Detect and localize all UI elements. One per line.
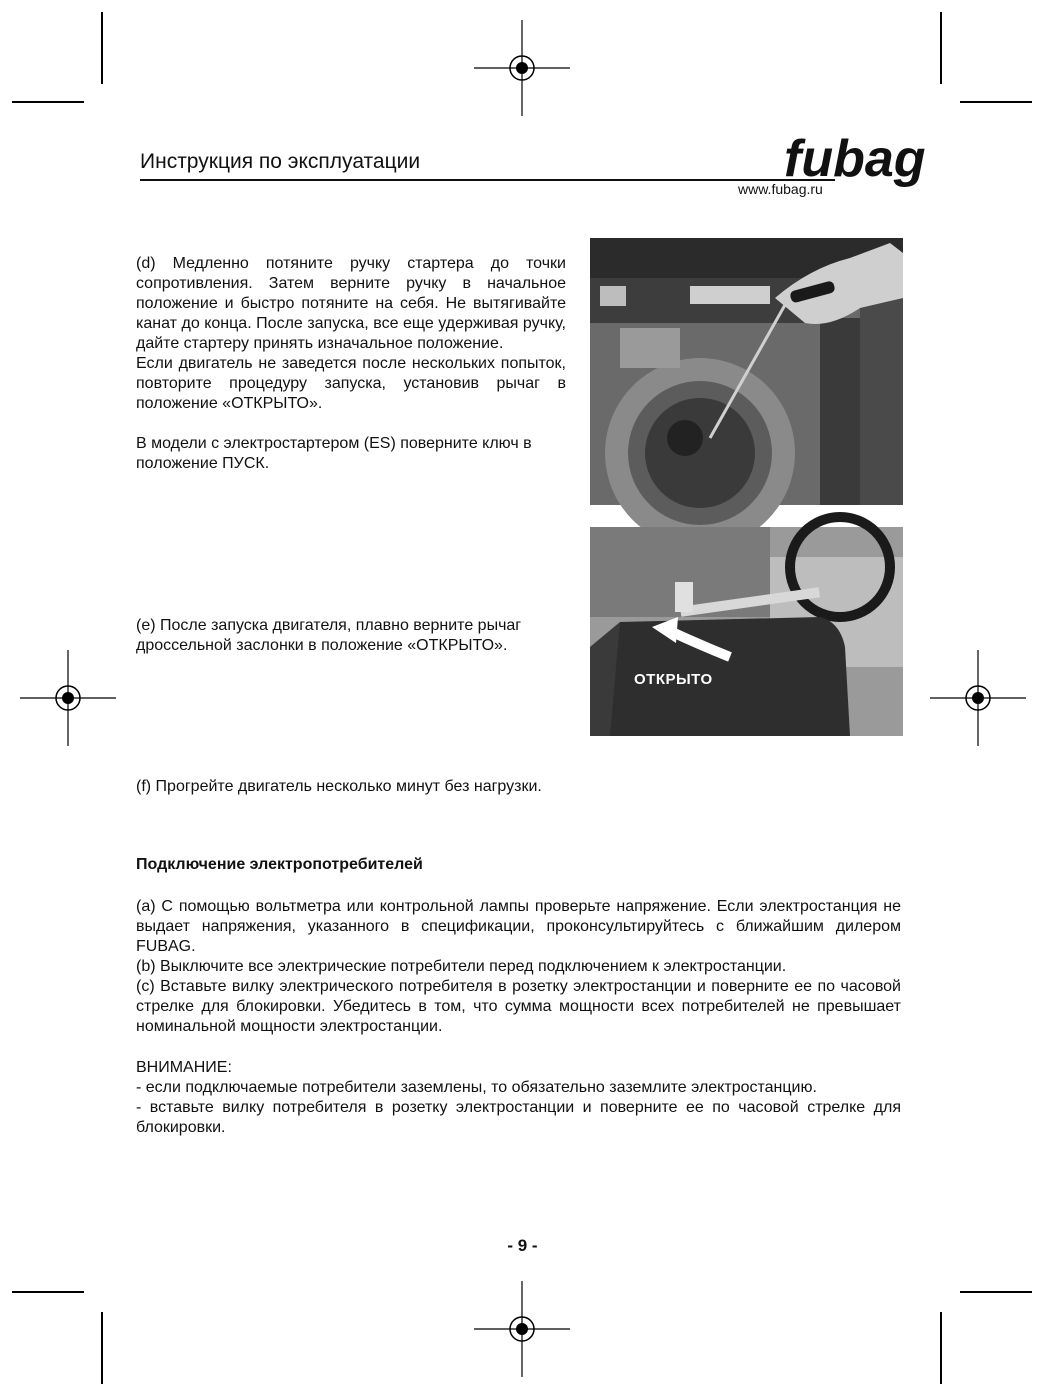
crop-mark: [940, 12, 942, 84]
connection-item: (a) С помощью вольтметра или контрольной лампы проверьте напряжение. Если электростанция не выдает напряжения, указанного в спецификации, проконсультируйтесь с ближайшим дилером FUBAG.: [136, 898, 901, 955]
registration-mark-icon: [20, 648, 116, 748]
section-f-paragraph: (f) Прогрейте двигатель несколько минут без нагрузки.: [136, 778, 542, 795]
section-d: [136, 254, 566, 474]
registration-mark-icon: [472, 20, 572, 116]
warning-item: - вставьте вилку потребителя в розетку электростанции и поверните ее по часовой стрелке для блокировки.: [136, 1099, 901, 1136]
starter-photo: [590, 238, 903, 505]
open-label: ОТКРЫТО: [634, 671, 713, 688]
brand-logo: [782, 128, 926, 188]
crop-mark: [101, 1312, 103, 1384]
crop-mark: [960, 1291, 1032, 1293]
section-e-paragraph: (e) После запуска двигателя, плавно верните рычаг дроссельной заслонки в положение «ОТКРЫТО».: [136, 617, 522, 654]
crop-mark: [101, 12, 103, 84]
connection-list: [136, 897, 901, 1037]
warning-title: ВНИМАНИЕ:: [136, 1059, 232, 1076]
warning-block: [136, 1058, 901, 1138]
page-number: - 9 -: [507, 1236, 538, 1255]
section-heading: Подключение электропотребителей: [136, 856, 423, 873]
brand-logo-text: fubag: [784, 130, 926, 188]
crop-mark: [12, 101, 84, 103]
section-f: [136, 777, 566, 797]
section-d-paragraph: (d) Медленно потяните ручку стартера до точки сопротивления. Затем верните ручку в начальное положение и быстро потяните на себя. Не вытягивайте канат до конца. После запуска, все еще удерживая ручку, дайте стартеру принять изначальное положение.: [136, 255, 566, 352]
header-divider: [140, 179, 835, 181]
page-title: Инструкция по эксплуатации: [140, 150, 421, 173]
registration-mark-icon: [472, 1281, 572, 1377]
choke-photo: [590, 527, 903, 736]
connection-item: (c) Вставьте вилку электрического потребителя в розетку электростанции и поверните ее по часовой стрелке для блокировки. Убедитесь в том, что сумма мощности всех потребителей не превышает номинальной мощности электростанции.: [136, 978, 901, 1035]
crop-mark: [940, 1312, 942, 1384]
connection-item: (b) Выключите все электрические потребители перед подключением к электростанции.: [136, 958, 787, 975]
section-d-paragraph: В модели с электростартером (ES) поверните ключ в положение ПУСК.: [136, 435, 532, 472]
crop-mark: [12, 1291, 84, 1293]
section-d-paragraph: Если двигатель не заведется после нескольких попыток, повторите процедуру запуска, установив рычаг в положение «ОТКРЫТО».: [136, 355, 566, 412]
warning-item: - если подключаемые потребители заземлены, то обязательно заземлите электростанцию.: [136, 1079, 817, 1096]
registration-mark-icon: [930, 648, 1026, 748]
section-e: [136, 616, 576, 656]
website-url: www.fubag.ru: [738, 181, 823, 197]
crop-mark: [960, 101, 1032, 103]
